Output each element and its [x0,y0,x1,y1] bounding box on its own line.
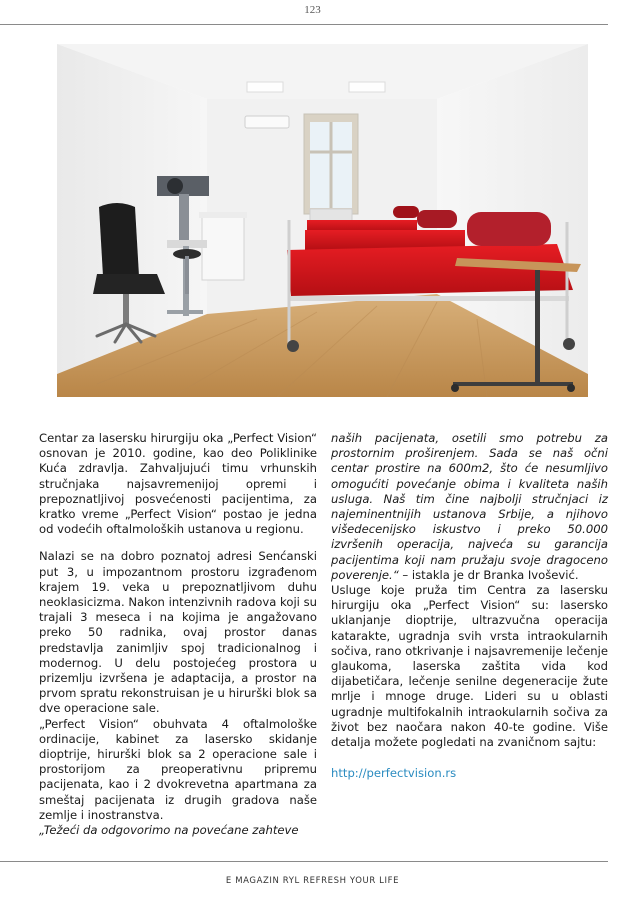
website-link[interactable]: http://perfectvision.rs [331,766,457,781]
quote-text-continued: naših pacijenata, osetili smo potrebu za prostornim proširenjem. Sada se naš očni centar prostire na 600m2, što će nesumljivo omogućiti povećanje obima i kvaliteta naših usluga. Naš tim čine najbolji stručnjaci iz najeminentnijih ustanova Srbije, a njihovo višedecenijsko iskustvo i preko 50.000 izvršenih operacija, najveća su garancija pacijentima koji nam pružaju svoje dragoceno poverenje.“ [331,431,608,582]
page-number: 123 [304,4,321,16]
clinic-room-photo [57,44,588,397]
quote-text: „Težeći da odgovorimo na povećane zahteve [39,823,299,838]
article-paragraph-location: Nalazi se na dobro poznatoj adresi Senćanski put 3, u impozantnom prostoru izgrađenom krajem 19. veka u prepoznatljivom duhu neoklasicizma. Nakon intenzivnih radova koji su trajali 3 meseca i na kojima je angažovano preko 50 radnika, ovaj prostor danas predstavlja zanimljiv spoj tradicionalnog i modernog. U delu postojećeg prostora u prizemlju izvršena je adaptacija, a prostor na prvom spratu rekonstruisan je u hirurški blok sa dve operacione sale. [39,549,317,716]
article-paragraph-intro: Centar za lasersku hirurgiju oka „Perfect Vision“ osnovan je 2010. godine, kao deo Poliklinike Kuća zdravlja. Zahvaljujući timu vrhunskih stručnjaka najsavremenijoj opremi i prepoznatljivoj posvećenosti pacijentima, za kratko vreme „Perfect Vision“ postao je jedna od vodećih oftalmoloških ustanova u regionu. [39,431,317,537]
top-divider [0,24,608,25]
quote-attribution: – istakla je dr Branka Ivošević. [398,567,579,582]
article-quote-continued [331,431,608,583]
article-paragraph-services: Usluge koje pruža tim Centra za lasersku hirurgiju oka „Perfect Vision“ su: lasersko uklanjanje dioptrije, ultrazvučna operacija katarakte, ugradnja svih vrsta intraokularnih sočiva, rano otkrivanje i najsavremenije lečenje glaukoma, laserska zaštita vida kod dijabetičara, lečenje senilne degeneracije žute mrlje i mnoge druge. Lideri su u oblasti ugradnje multifokalnih intraokularnih sočiva za život bez naočara nakon 40-te godine. Više detalja možete pogledati na zvaničnom sajtu: [331,583,608,750]
article-quote-start [39,823,317,838]
bottom-divider [0,861,608,862]
article-paragraph-facilities: „Perfect Vision“ obuhvata 4 oftalmološke ordinacije, kabinet za lasersko skidanje dioptrije, hirurški blok sa 2 operacione sale i prostorijom za preoperativnu pripremu pacijenata, kao i 2 dvokrevetna apartmana za smeštaj pacijenata iz drugih gradova naše zemlje i inostranstva. [39,716,317,822]
magazine-footer: E MAGAZIN RYL REFRESH YOUR LIFE [225,876,400,886]
article-left-column [39,431,317,838]
article-right-column [331,431,608,781]
